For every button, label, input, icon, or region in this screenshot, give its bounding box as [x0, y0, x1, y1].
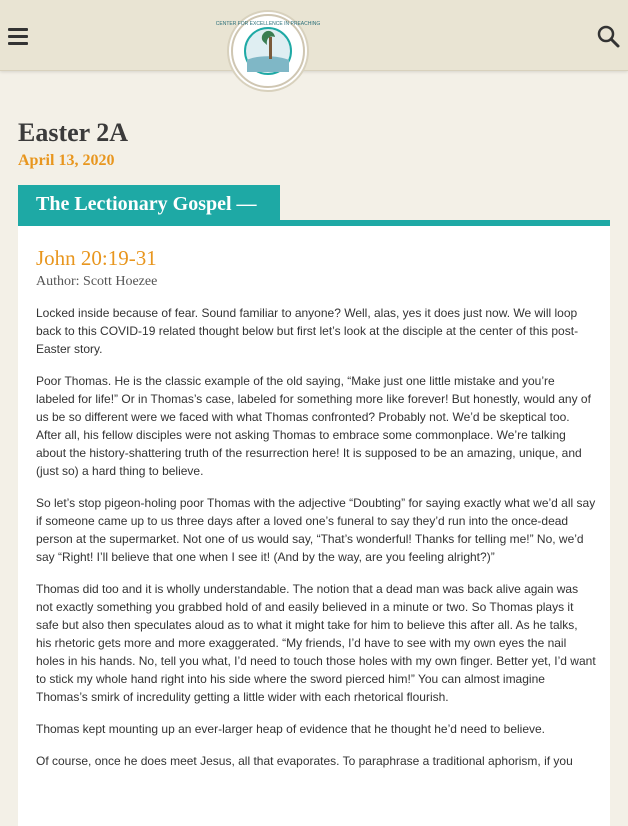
svg-text:CENTER FOR EXCELLENCE IN PREAC: CENTER FOR EXCELLENCE IN PREACHING — [215, 21, 321, 27]
paragraph-5: Thomas kept mounting up an ever-larger heap of evidence that he thought he’d need to believe. — [36, 722, 546, 736]
author-line: Author: Scott Hoezee — [36, 274, 158, 289]
search-button[interactable] — [596, 24, 620, 48]
hamburger-icon[interactable] — [8, 28, 28, 46]
reading-title: John 20:19-31 — [36, 246, 157, 270]
paragraph-4: Thomas did too and it is wholly understandable. The notion that a dead man was back alive again was not exactly something you grabbed hold of and easily believed in a minute or two. So Thomas plays it safe but also then speculates aloud as to what it might take for him to believe this after all. As he talks, his rhetoric gets more and more exaggerated. “My friends, I’d have to see with my own eyes the nail holes in his hands. No, tell you what, I’d need to touch those holes with my own finger. Better yet, I’d want to stick my whole hand right into his side where the sword pierced him!” You can almost imagine Thomas’s smirk of incredulity getting a little wider with each rhetorical flourish. — [36, 582, 596, 704]
page-title: Easter 2A — [18, 118, 129, 147]
section-banner: The Lectionary Gospel — — [18, 185, 280, 223]
paragraph-2: Poor Thomas. He is the classic example of the old saying, “Make just one little mistake and you’re labeled for life!” Or in Thomas’s case, labeled for something more like forever! But honestly, would any of us be so different were we faced with what Thomas confronted? Probably not. We’d be skeptical too. After all, his fellow disciples were not asking Thomas to embrace some commonplace. We’re talking about the history-shattering truth of the resurrection here! It is supposed to be an amazing, unique, and (just so) a hard thing to believe. — [36, 374, 591, 478]
search-icon — [596, 24, 620, 48]
paragraph-6: Of course, once he does meet Jesus, all that evaporates. To paraphrase a traditional aphorism, if you — [36, 754, 573, 768]
article-body — [36, 304, 596, 784]
article-card — [18, 226, 610, 826]
paragraph-1: Locked inside because of fear. Sound familiar to anyone? Well, alas, yes it does just now. We will loop back to this COVID-19 related thought below but first let’s look at the disciple at the center of this post-Easter story. — [36, 306, 579, 356]
site-logo[interactable] — [215, 10, 321, 92]
site-header — [0, 0, 628, 71]
logo-emblem — [215, 12, 321, 90]
paragraph-3: So let’s stop pigeon-holing poor Thomas with the adjective “Doubting” for saying exactly what we’d all say if someone came up to us three days after a loved one’s funeral to say they’d run into the once-dead person at the supermarket. Not one of us would say, “That’s wonderful! Thanks for telling me!” No, we’d say “Right! I’ll believe that one when I see it! (And by the way, are you feeling alright?)” — [36, 496, 596, 564]
page-title-block — [18, 118, 128, 170]
page-date: April 13, 2020 — [18, 152, 115, 169]
